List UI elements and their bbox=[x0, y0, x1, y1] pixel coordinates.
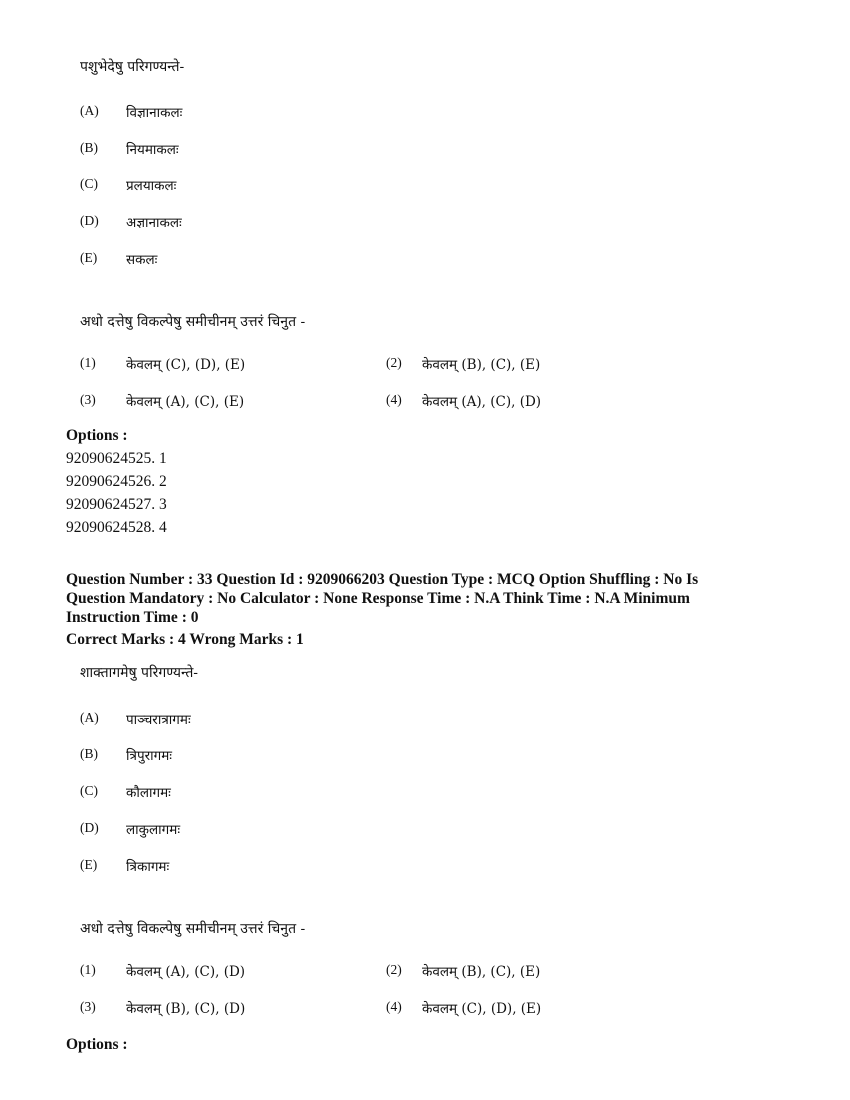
item-text: प्रलयाकलः bbox=[126, 178, 177, 194]
item-label: (D) bbox=[80, 820, 99, 835]
choice-text: केवलम् (C), (D), (E) bbox=[126, 357, 246, 373]
item-label: (A) bbox=[80, 103, 99, 118]
option-id: 92090624528. 4 bbox=[66, 519, 167, 536]
item-label: (D) bbox=[80, 213, 99, 228]
question-marks: Correct Marks : 4 Wrong Marks : 1 bbox=[66, 631, 304, 648]
item-text: त्रिपुरागमः bbox=[126, 748, 173, 764]
item-label: (B) bbox=[80, 746, 98, 761]
choice-label: (4) bbox=[386, 999, 402, 1014]
item-text: सकलः bbox=[126, 252, 158, 268]
question-stem: शाक्तागमेषु परिगण्यन्ते- bbox=[80, 665, 199, 681]
choice-text: केवलम् (B), (C), (D) bbox=[126, 1001, 246, 1017]
choice-text: केवलम् (A), (C), (D) bbox=[422, 394, 542, 410]
choice-text: केवलम् (C), (D), (E) bbox=[422, 1001, 542, 1017]
options-heading: Options : bbox=[66, 427, 128, 444]
choice-label: (2) bbox=[386, 962, 402, 977]
choice-text: केवलम् (A), (C), (D) bbox=[126, 964, 246, 980]
item-label: (E) bbox=[80, 857, 98, 872]
item-label: (C) bbox=[80, 176, 98, 191]
question-meta-line: Instruction Time : 0 bbox=[66, 609, 199, 626]
question-stem: पशुभेदेषु परिगण्यन्ते- bbox=[80, 59, 185, 75]
choice-label: (4) bbox=[386, 392, 402, 407]
item-text: त्रिकागमः bbox=[126, 859, 170, 875]
question-instruction: अधो दत्तेषु विकल्पेषु समीचीनम् उत्तरं चिनुत - bbox=[80, 314, 306, 330]
item-label: (A) bbox=[80, 710, 99, 725]
item-text: अज्ञानाकलः bbox=[126, 215, 182, 231]
question-meta-line: Question Mandatory : No Calculator : None Response Time : N.A Think Time : N.A Minimum bbox=[66, 590, 690, 607]
option-id: 92090624525. 1 bbox=[66, 450, 167, 467]
item-text: नियमाकलः bbox=[126, 142, 179, 158]
choice-text: केवलम् (A), (C), (E) bbox=[126, 394, 245, 410]
item-text: विज्ञानाकलः bbox=[126, 105, 183, 121]
choice-label: (1) bbox=[80, 355, 96, 370]
item-label: (C) bbox=[80, 783, 98, 798]
choice-label: (1) bbox=[80, 962, 96, 977]
item-text: पाञ्चरात्रागमः bbox=[126, 712, 191, 728]
choice-text: केवलम् (B), (C), (E) bbox=[422, 357, 541, 373]
item-label: (E) bbox=[80, 250, 98, 265]
choice-label: (3) bbox=[80, 999, 96, 1014]
options-heading: Options : bbox=[66, 1036, 128, 1053]
option-id: 92090624527. 3 bbox=[66, 496, 167, 513]
item-text: कौलागमः bbox=[126, 785, 171, 801]
question-meta-line: Question Number : 33 Question Id : 9209066203 Question Type : MCQ Option Shuffling : No Is bbox=[66, 571, 699, 588]
item-text: लाकुलागमः bbox=[126, 822, 181, 838]
item-label: (B) bbox=[80, 140, 98, 155]
question-instruction: अधो दत्तेषु विकल्पेषु समीचीनम् उत्तरं चिनुत - bbox=[80, 921, 306, 937]
choice-label: (2) bbox=[386, 355, 402, 370]
option-id: 92090624526. 2 bbox=[66, 473, 167, 490]
choice-text: केवलम् (B), (C), (E) bbox=[422, 964, 541, 980]
choice-label: (3) bbox=[80, 392, 96, 407]
